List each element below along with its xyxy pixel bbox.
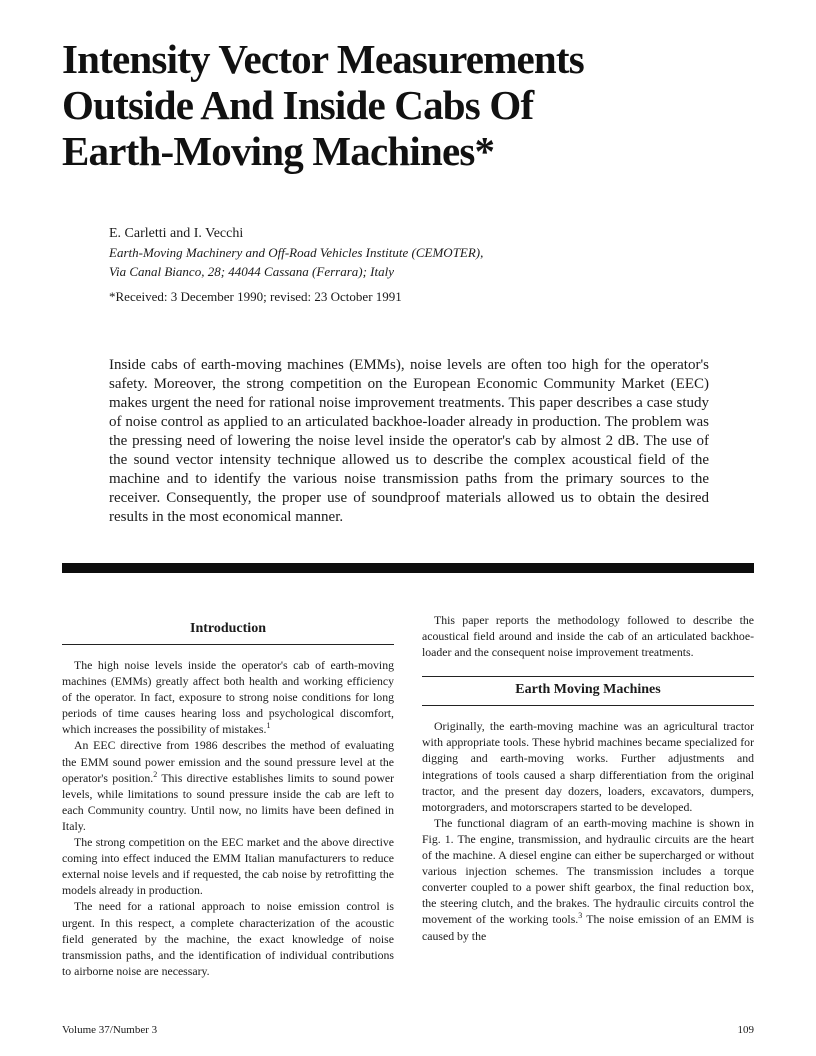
emm-paragraph-1: Originally, the earth-moving machine was an agricultural tractor with appropriate tools. These hybrid machines became specialized for digging and earth-moving works. Further adjustments and integrations of tools caused a sharp differentiation from the original tractor, and the present day dozers, loaders, excavators, dumpers, motorgraders, and motorscrapers started to be developed.	[422, 719, 754, 814]
section-heading-earth-moving-machines: Earth Moving Machines	[422, 676, 754, 706]
paper-title	[62, 36, 762, 174]
intro-paragraph-2: An EEC directive from 1986 describes the method of evaluating the EMM sound power emission and the sound pressure level at the operator's position.$^2$ This directive establishes limits to sound power levels, while limitations to sound pressure inside the cab are left to each Community country. Until now, no limits have been defined in Italy.	[62, 738, 395, 833]
author-block	[109, 224, 749, 306]
reference-1: 1	[266, 721, 271, 731]
title-line-2: Outside And Inside Cabs Of	[62, 82, 534, 128]
section-heading-introduction: Introduction	[62, 620, 394, 645]
right-column	[422, 612, 754, 944]
reference-3: 3	[578, 911, 583, 921]
affiliation-line-2: Via Canal Bianco, 28; 44044 Cassana (Ferrara); Italy	[109, 264, 395, 279]
title-line-3: Earth-Moving Machines*	[62, 128, 495, 174]
journal-volume: Volume 37/Number 3	[62, 1024, 158, 1036]
left-column	[62, 612, 394, 979]
reference-2: 2	[153, 769, 158, 779]
intro-paragraph-4: The need for a rational approach to noise emission control is urgent. In this respect, a complete characterization of the acoustic field generated by the machine, the exact knowledge of noise transmission paths, and the identification of individual contributions to airborne noise are necessary.	[62, 899, 394, 978]
page-number: 109	[737, 1024, 754, 1036]
received-date: *Received: 3 December 1990; revised: 23 October 1991	[109, 289, 402, 304]
section-divider	[62, 563, 754, 573]
intro-paragraph-3: The strong competition on the EEC market and the above directive coming into effect induced the EMM Italian manufacturers to reduce external noise levels and if requested, the cab noise by retrofitting the models already in production.	[62, 835, 394, 898]
right-paragraph-1: This paper reports the methodology followed to describe the acoustical field around and inside the cab of an articulated backhoe-loader and the consequent noise improvement treatments.	[422, 613, 754, 660]
affiliation-line-1: Earth-Moving Machinery and Off-Road Vehicles Institute (CEMOTER),	[109, 245, 484, 260]
abstract: Inside cabs of earth-moving machines (EMMs), noise levels are often too high for the operator's safety. Moreover, the strong competition on the European Economic Community Market (EEC) makes urgent the need for rational noise improvement treatments. This paper describes a case study of noise control as applied to an articulated backhoe-loader already in production. The problem was the pressing need of lowering the noise level inside the operator's cab by almost 2 dB. The use of the sound vector intensity technique allowed us to describe the complex acoustical field of the machine and to identify the various noise transmission paths from the primary sources to the receiver. Consequently, the proper use of soundproof materials allowed us to obtain the desired results in the most economical manner.	[109, 357, 709, 525]
emm-paragraph-2: The functional diagram of an earth-moving machine is shown in Fig. 1. The engine, transmission, and hydraulic circuits are the heart of the machine. A diesel engine can either be supercharged or without various injection schemes. The transmission includes a torque converter coupled to a power shift gearbox, the final reduction box, the steering clutch, and the brakes. The hydraulic circuits control the movement of the working tools.$^3$ The noise emission of an EMM is caused by the	[422, 815, 754, 943]
title-line-1: Intensity Vector Measurements	[62, 36, 584, 82]
author-names: E. Carletti and I. Vecchi	[109, 226, 244, 241]
intro-paragraph-1: The high noise levels inside the operator's cab of earth-moving machines (EMMs) greatly affect both health and working efficiency of the operator. In fact, exposure to strong noise conditions for long periods of time causes hearing loss and psychological discomfort, which increases the possibility of mistakes.$^1$	[62, 658, 394, 737]
